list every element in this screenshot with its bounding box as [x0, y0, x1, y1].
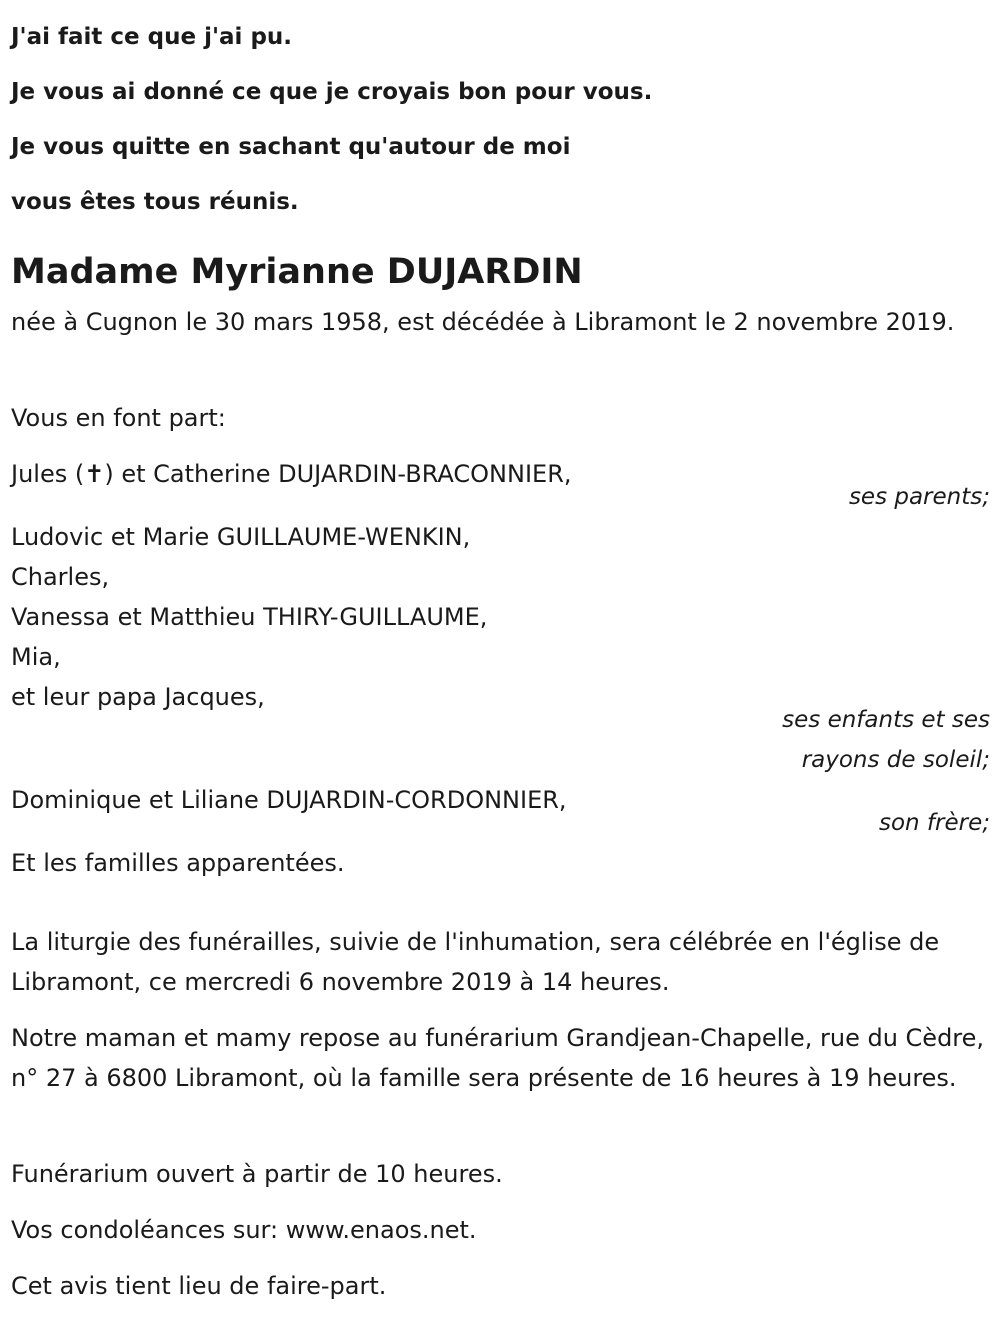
- children-line: Ludovic et Marie GUILLAUME-WENKIN,: [11, 523, 471, 551]
- children-line: Vanessa et Matthieu THIRY-GUILLAUME,: [11, 603, 488, 631]
- poem-line: Je vous quitte en sachant qu'autour de moi: [11, 134, 571, 160]
- children-relation: rayons de soleil;: [801, 747, 990, 773]
- children-line: Mia,: [11, 643, 61, 671]
- notice-text: Cet avis tient lieu de faire-part.: [11, 1272, 387, 1300]
- poem-line: J'ai fait ce que j'ai pu.: [11, 24, 293, 50]
- deceased-name: Madame Myrianne DUJARDIN: [11, 252, 583, 292]
- liturgy-info: La liturgie des funérailles, suivie de l'inhumation, sera célébrée en l'église de Libramont, ce mercredi 6 novembre 2019 à 14 heures.: [11, 928, 940, 996]
- related-families: Et les familles apparentées.: [11, 849, 345, 877]
- parents-line: Jules (✝) et Catherine DUJARDIN-BRACONNIER,: [11, 460, 572, 488]
- poem-line: vous êtes tous réunis.: [11, 189, 299, 215]
- announce-text: Vous en font part:: [11, 404, 226, 432]
- poem-line: Je vous ai donné ce que je croyais bon pour vous.: [11, 79, 653, 105]
- parents-relation: ses parents;: [848, 484, 990, 510]
- deceased-details: née à Cugnon le 30 mars 1958, est décédée à Libramont le 2 novembre 2019.: [11, 308, 955, 336]
- opening-hours: Funérarium ouvert à partir de 10 heures.: [11, 1160, 503, 1188]
- funeral-home-info: Notre maman et mamy repose au funérarium Grandjean-Chapelle, rue du Cèdre, n° 27 à 6800 Libramont, où la famille sera présente de 16 heures à 19 heures.: [11, 1024, 985, 1092]
- children-line: et leur papa Jacques,: [11, 683, 265, 711]
- poem: [11, 10, 652, 230]
- condolences-info: Vos condoléances sur: www.enaos.net.: [11, 1216, 477, 1244]
- brother-relation: son frère;: [878, 810, 990, 836]
- brother-line: Dominique et Liliane DUJARDIN-CORDONNIER,: [11, 786, 567, 814]
- children-relation: ses enfants et ses: [782, 707, 990, 733]
- children-line: Charles,: [11, 563, 110, 591]
